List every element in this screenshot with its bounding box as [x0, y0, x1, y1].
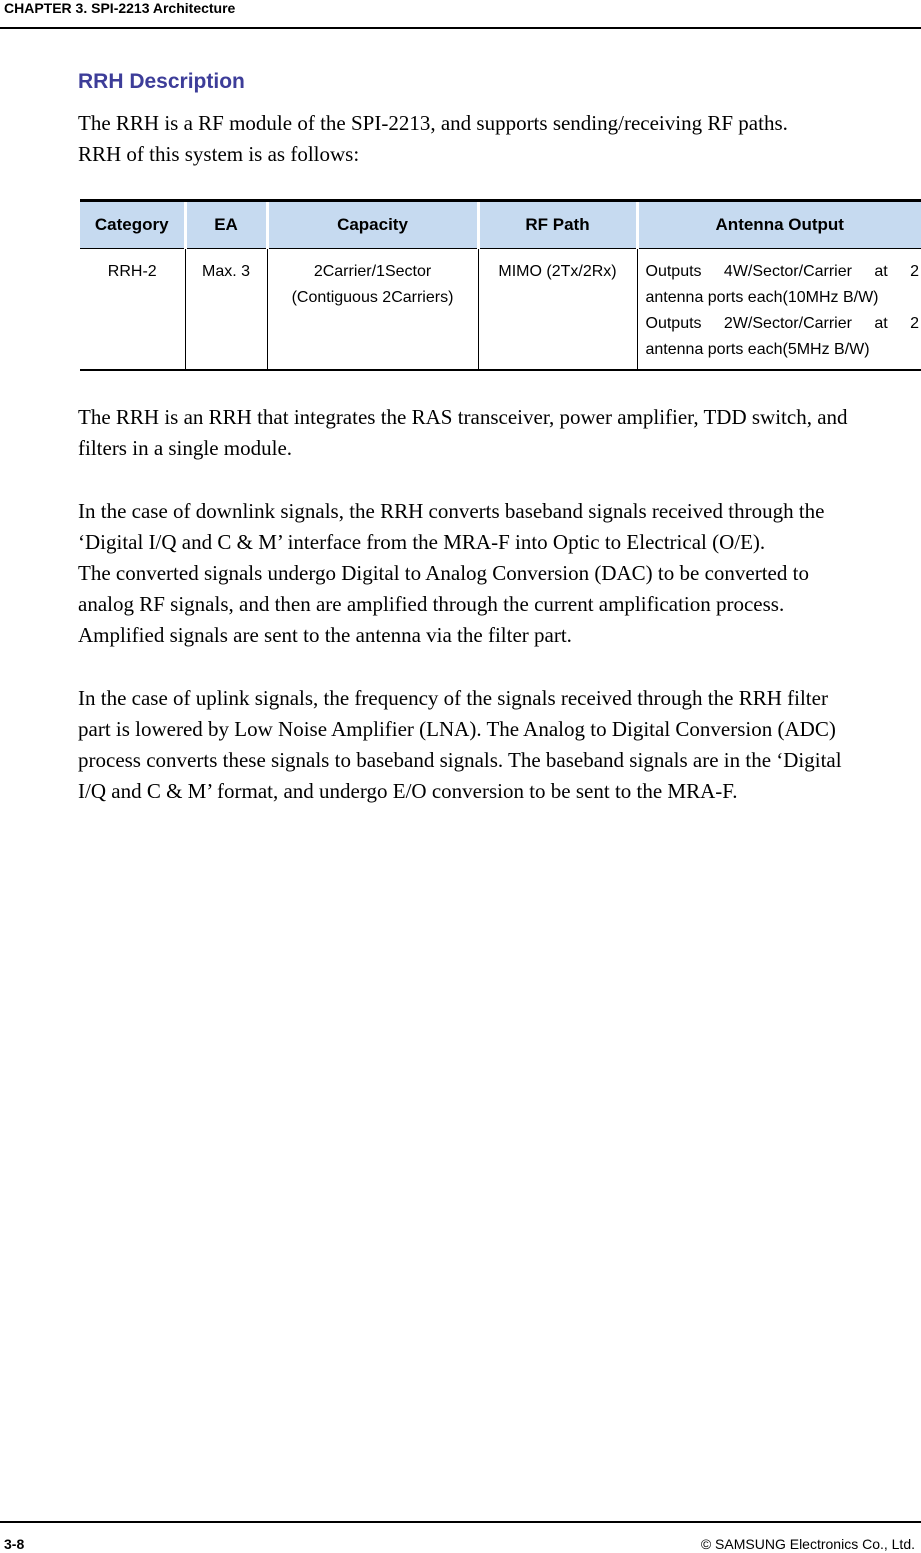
chapter-title: CHAPTER 3. SPI-2213 Architecture	[4, 0, 236, 16]
paragraph-line: analog RF signals, and then are amplified through the current amplification process.	[78, 592, 785, 616]
uplink-paragraph	[78, 683, 921, 807]
column-header-ea: EA	[185, 201, 267, 249]
table-row	[80, 249, 921, 371]
downlink-paragraph	[78, 496, 921, 651]
column-header-capacity: Capacity	[267, 201, 478, 249]
section-heading: RRH Description	[78, 70, 245, 93]
antenna-output-line: antenna ports each(5MHz B/W)	[645, 341, 870, 358]
paragraph-line: The RRH is an RRH that integrates the RAS transceiver, power amplifier, TDD switch, and	[78, 405, 848, 429]
paragraph-line: part is lowered by Low Noise Amplifier (LNA). The Analog to Digital Conversion (ADC)	[78, 717, 836, 741]
antenna-output-line: Outputs 2W/Sector/Carrier at 2	[645, 315, 919, 332]
capacity-line: (Contiguous 2Carriers)	[291, 289, 454, 306]
paragraph-line: filters in a single module.	[78, 436, 293, 460]
table-header-row	[80, 201, 921, 249]
rrh-spec-table	[80, 199, 921, 371]
intro-line: The RRH is a RF module of the SPI-2213, and supports sending/receiving RF paths.	[78, 111, 788, 135]
intro-line: RRH of this system is as follows:	[78, 142, 360, 166]
paragraph-line: The converted signals undergo Digital to Analog Conversion (DAC) to be converted to	[78, 561, 809, 585]
page-footer	[0, 1521, 921, 1553]
paragraph-line: I/Q and C & M’ format, and undergo E/O conversion to be sent to the MRA-F.	[78, 779, 738, 803]
column-header-antenna-output: Antenna Output	[637, 201, 921, 249]
page-header	[0, 0, 921, 29]
cell-capacity	[267, 249, 478, 371]
integration-paragraph	[78, 402, 921, 464]
antenna-output-line: antenna ports each(10MHz B/W)	[645, 289, 879, 306]
cell-antenna-output	[637, 249, 921, 371]
paragraph-line: In the case of uplink signals, the frequency of the signals received through the RRH filter	[78, 686, 828, 710]
capacity-line: 2Carrier/1Sector	[313, 263, 432, 280]
paragraph-line: Amplified signals are sent to the antenna via the filter part.	[78, 623, 572, 647]
cell-ea: Max. 3	[185, 249, 267, 371]
intro-text	[78, 108, 918, 170]
page-number: 3-8	[4, 1536, 25, 1552]
cell-category: RRH-2	[80, 249, 185, 371]
copyright-notice: © SAMSUNG Electronics Co., Ltd.	[700, 1536, 915, 1552]
paragraph-line: ‘Digital I/Q and C & M’ interface from the MRA-F into Optic to Electrical (O/E).	[78, 530, 766, 554]
paragraph-line: In the case of downlink signals, the RRH converts baseband signals received through the	[78, 499, 825, 523]
antenna-output-line: Outputs 4W/Sector/Carrier at 2	[645, 263, 919, 280]
column-header-rf-path: RF Path	[478, 201, 637, 249]
paragraph-line: process converts these signals to baseband signals. The baseband signals are in the ‘Digital	[78, 748, 842, 772]
cell-rf-path: MIMO (2Tx/2Rx)	[478, 249, 637, 371]
column-header-category: Category	[80, 201, 185, 249]
